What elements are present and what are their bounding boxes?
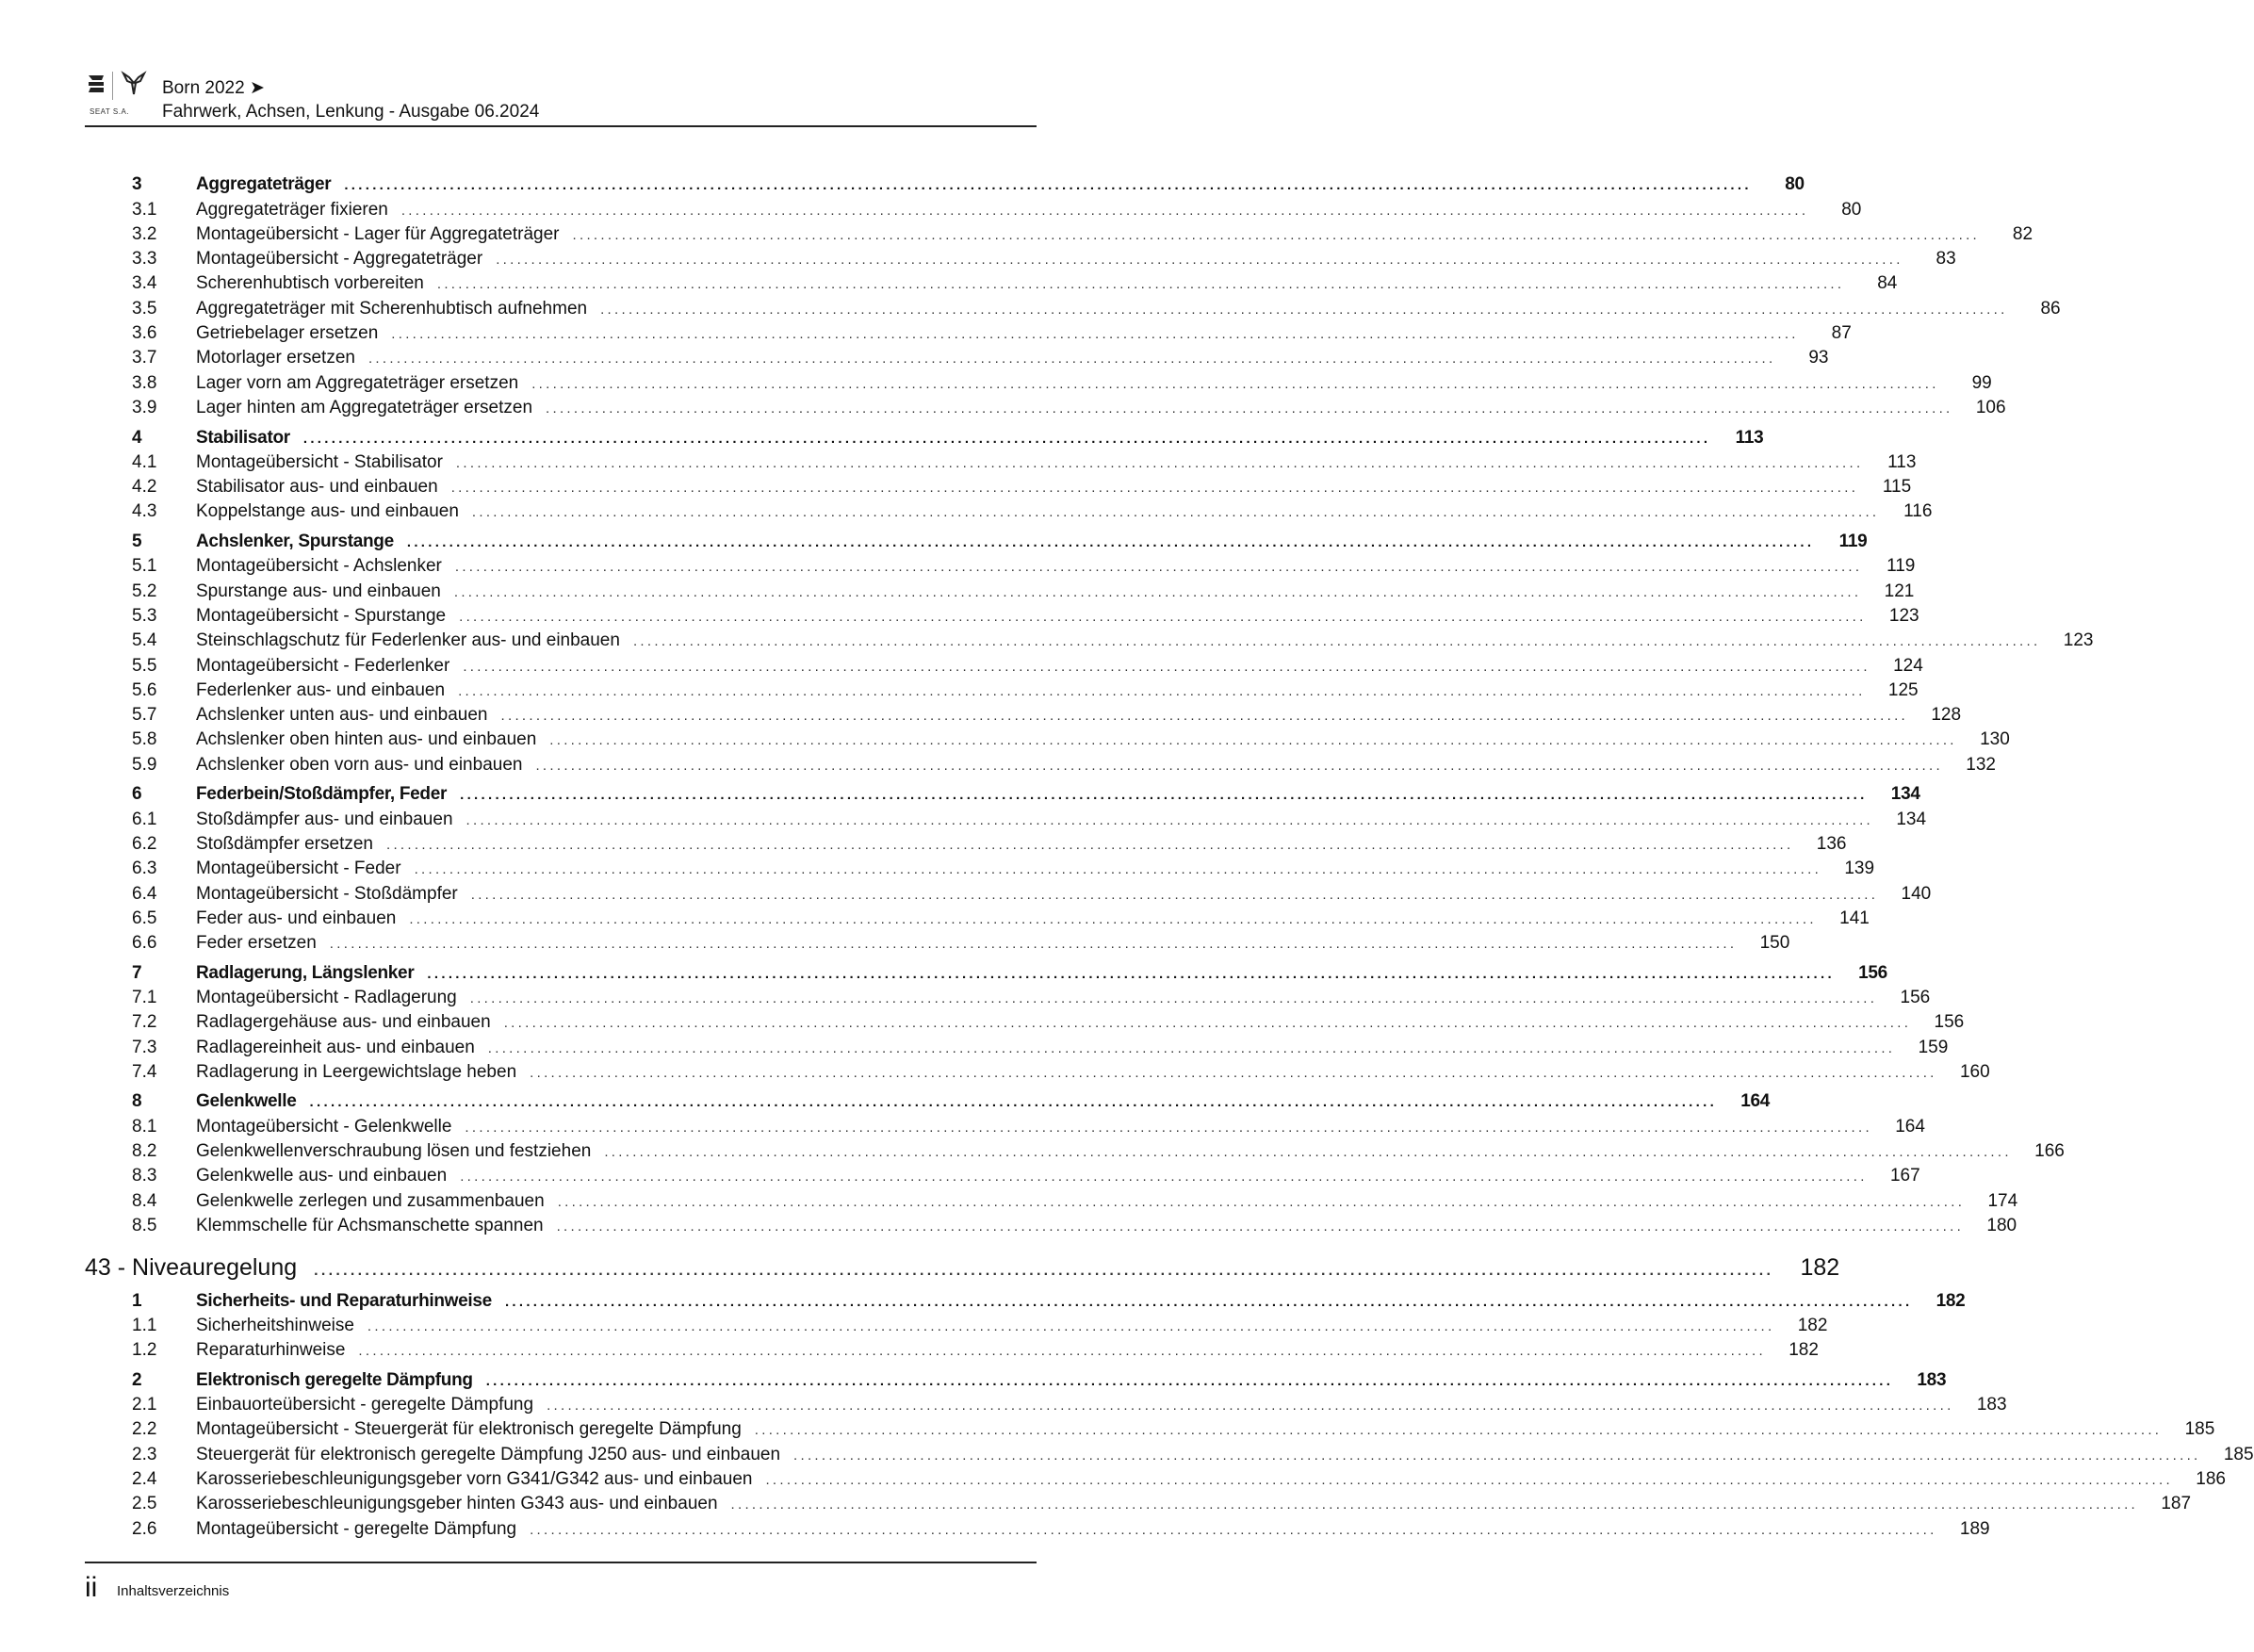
entry-page: 87 bbox=[1831, 323, 1852, 344]
entry-number: 3.4 bbox=[132, 273, 157, 294]
entry-number: 5.6 bbox=[132, 679, 157, 700]
dot-leader: ........................................................................................................................................................................................................ bbox=[557, 1193, 1966, 1210]
toc-entry[interactable] bbox=[85, 753, 1996, 777]
cupra-logo-icon bbox=[122, 72, 145, 96]
dot-leader: ........................................................................................................................................................................................................ bbox=[465, 1119, 1872, 1136]
dot-leader: ........................................................................................................................................................................................................ bbox=[329, 936, 1738, 953]
footer-label: Inhaltsverzeichnis bbox=[117, 1583, 230, 1599]
dot-leader: ........................................................................................................................................................................................................ bbox=[466, 811, 1874, 828]
entry-page: 119 bbox=[1838, 532, 1868, 552]
entry-title: Gelenkwelle zerlegen und zusammenbauen bbox=[196, 1190, 545, 1211]
entry-number: 2.4 bbox=[132, 1468, 157, 1489]
dot-leader: ........................................................................................................................................................................................................ bbox=[367, 1317, 1775, 1334]
entry-title: Elektronisch geregelte Dämpfung bbox=[196, 1369, 473, 1390]
toc-chapter[interactable] bbox=[85, 530, 1868, 554]
dot-leader: ........................................................................................................................................................................................................ bbox=[358, 1343, 1766, 1360]
entry-page: 82 bbox=[2012, 223, 2034, 244]
entry-title: Aggregateträger mit Scherenhubtisch aufnehmen bbox=[196, 298, 588, 319]
toc-entry[interactable] bbox=[85, 1393, 2007, 1417]
entry-number: 6.5 bbox=[132, 908, 157, 928]
dot-leader: ........................................................................................................................................................................................................ bbox=[460, 1169, 1868, 1186]
entry-page: 139 bbox=[1844, 859, 1875, 879]
entry-page: 167 bbox=[1889, 1166, 1920, 1186]
toc-entry[interactable] bbox=[85, 450, 1917, 475]
toc-entry[interactable] bbox=[85, 931, 1790, 956]
document-subtitle: Fahrwerk, Achsen, Lenkung - Ausgabe 06.2024 bbox=[162, 102, 540, 122]
entry-number: 4.1 bbox=[132, 451, 157, 472]
dot-leader: ........................................................................................................................................................................................................ bbox=[455, 454, 1864, 471]
dot-leader: ........................................................................................................................................................................................................ bbox=[503, 1015, 1912, 1032]
entry-number: 5.7 bbox=[132, 705, 157, 726]
entry-title: Achslenker oben vorn aus- und einbauen bbox=[196, 754, 523, 775]
entry-number: 8.2 bbox=[132, 1141, 157, 1162]
entry-page: 134 bbox=[1890, 784, 1920, 805]
entry-number: 6 bbox=[132, 784, 142, 805]
entry-page: 182 bbox=[1800, 1254, 1840, 1282]
entry-title: Karosseriebeschleunigungsgeber vorn G341/G342 aus- und einbauen bbox=[196, 1468, 753, 1489]
dot-leader: ........................................................................................................................................................................................................ bbox=[460, 787, 1868, 804]
entry-number: 4.3 bbox=[132, 501, 157, 522]
dot-leader: ........................................................................................................................................................................................................ bbox=[406, 534, 1815, 551]
entry-number: 5.2 bbox=[132, 581, 157, 601]
toc-chapter[interactable] bbox=[85, 172, 1805, 197]
toc-entry[interactable] bbox=[85, 371, 1992, 396]
entry-number: 1.1 bbox=[132, 1315, 157, 1335]
toc-entry[interactable] bbox=[85, 907, 1870, 931]
entry-page: 164 bbox=[1895, 1116, 1925, 1137]
entry-title: Reparaturhinweise bbox=[196, 1340, 346, 1361]
toc-chapter[interactable] bbox=[85, 1368, 1947, 1393]
entry-page: 156 bbox=[1934, 1012, 1965, 1033]
entry-title: Karosseriebeschleunigungsgeber hinten G343 aus- und einbauen bbox=[196, 1494, 718, 1514]
entry-page: 116 bbox=[1903, 501, 1933, 522]
entry-page: 182 bbox=[1936, 1290, 1966, 1311]
entry-number: 5.9 bbox=[132, 754, 157, 775]
dot-leader: ........................................................................................................................................................................................................ bbox=[604, 1144, 2012, 1161]
dot-leader: ........................................................................................................................................................................................................ bbox=[436, 276, 1845, 293]
entry-number: 8 bbox=[132, 1091, 142, 1112]
entry-number: 7.3 bbox=[132, 1037, 157, 1057]
toc-entry[interactable] bbox=[85, 832, 1847, 857]
entry-number: 5.3 bbox=[132, 605, 157, 626]
entry-title: Stabilisator aus- und einbauen bbox=[196, 477, 438, 498]
toc-entry[interactable] bbox=[85, 1060, 1990, 1085]
entry-number: 5 bbox=[132, 532, 142, 552]
dot-leader: ........................................................................................................................................................................................................ bbox=[368, 351, 1776, 368]
entry-page: 113 bbox=[1887, 451, 1917, 472]
header-rule bbox=[85, 125, 1037, 127]
dot-leader: ........................................................................................................................................................................................................ bbox=[535, 757, 1943, 774]
dot-leader: ........................................................................................................................................................................................................ bbox=[414, 861, 1822, 878]
entry-number: 7.4 bbox=[132, 1061, 157, 1082]
entry-page: 185 bbox=[2223, 1444, 2254, 1464]
entry-title: Scherenhubtisch vorbereiten bbox=[196, 273, 424, 294]
entry-number: 7.2 bbox=[132, 1012, 157, 1033]
entry-number: 3.7 bbox=[132, 348, 157, 368]
seat-sa-text: SEAT S.A. bbox=[90, 107, 129, 116]
dot-leader: ........................................................................................................................................................................................................ bbox=[485, 1372, 1894, 1389]
entry-number: 3.1 bbox=[132, 199, 157, 220]
entry-title: Montageübersicht - Gelenkwelle bbox=[196, 1116, 452, 1137]
toc-entry[interactable] bbox=[85, 1139, 2065, 1164]
dot-leader: ........................................................................................................................................................................................................ bbox=[458, 682, 1866, 699]
table-of-contents bbox=[85, 168, 2254, 1542]
entry-title: Stoßdämpfer ersetzen bbox=[196, 833, 373, 854]
entry-number: 4 bbox=[132, 427, 142, 448]
dot-leader: ........................................................................................................................................................................................................ bbox=[453, 583, 1862, 600]
entry-number: 2.2 bbox=[132, 1419, 157, 1440]
toc-entry[interactable] bbox=[85, 554, 1916, 579]
dot-leader: ........................................................................................................................................................................................................ bbox=[531, 375, 1939, 392]
toc-entry[interactable] bbox=[85, 499, 1933, 524]
entry-page: 125 bbox=[1887, 679, 1919, 700]
dot-leader: ........................................................................................................................................................................................................ bbox=[454, 559, 1863, 576]
footer-rule bbox=[85, 1562, 1037, 1563]
entry-title: Achslenker, Spurstange bbox=[196, 532, 394, 552]
entry-title: Radlagerung in Leergewichtslage heben bbox=[196, 1061, 517, 1082]
seat-logo-icon bbox=[87, 74, 106, 94]
entry-page: 141 bbox=[1839, 908, 1870, 928]
entry-title: Montageübersicht - Radlagerung bbox=[196, 987, 457, 1007]
entry-title: Montageübersicht - Federlenker bbox=[196, 655, 450, 676]
toc-entry[interactable] bbox=[85, 1443, 2254, 1467]
toc-entry[interactable] bbox=[85, 654, 1923, 679]
entry-title: Montageübersicht - Feder bbox=[196, 859, 401, 879]
entry-title: Montageübersicht - Spurstange bbox=[196, 605, 447, 626]
entry-page: 86 bbox=[2040, 298, 2061, 319]
entry-page: 128 bbox=[1931, 705, 1962, 726]
entry-page: 183 bbox=[1917, 1369, 1947, 1390]
toc-entry[interactable] bbox=[85, 247, 1956, 271]
entry-title: Klemmschelle für Achsmanschette spannen bbox=[196, 1215, 544, 1235]
entry-page: 130 bbox=[1980, 729, 2010, 750]
toc-entry[interactable] bbox=[85, 580, 1915, 604]
dot-leader: ........................................................................................................................................................................................................ bbox=[530, 1064, 1937, 1081]
entry-page: 80 bbox=[1841, 199, 1862, 220]
dot-leader: ........................................................................................................................................................................................................ bbox=[572, 226, 1981, 243]
entry-page: 123 bbox=[2063, 630, 2094, 651]
toc-entry[interactable] bbox=[85, 808, 1927, 832]
entry-page: 132 bbox=[1966, 754, 1996, 775]
toc-entry[interactable] bbox=[85, 679, 1919, 703]
dot-leader: ........................................................................................................................................................................................................ bbox=[549, 732, 1957, 749]
entry-title: Feder ersetzen bbox=[196, 933, 317, 954]
entry-page: 123 bbox=[1888, 605, 1919, 626]
entry-page: 106 bbox=[1975, 397, 2006, 417]
entry-number: 5.1 bbox=[132, 556, 157, 577]
toc-entry[interactable] bbox=[85, 1492, 2192, 1516]
entry-page: 160 bbox=[1959, 1061, 1990, 1082]
entry-title: Sicherheitshinweise bbox=[196, 1315, 354, 1335]
entry-page: 115 bbox=[1882, 477, 1912, 498]
dot-leader: ........................................................................................................................................................................................................ bbox=[463, 658, 1870, 675]
entry-title: Montageübersicht - Aggregateträger bbox=[196, 249, 483, 270]
dot-leader: ........................................................................................................................................................................................................ bbox=[556, 1218, 1965, 1235]
entry-number: 1.2 bbox=[132, 1340, 157, 1361]
toc-chapter[interactable] bbox=[85, 426, 1764, 450]
dot-leader: ........................................................................................................................................................................................................ bbox=[600, 301, 2008, 318]
entry-number: 7.1 bbox=[132, 987, 157, 1007]
dot-leader: ........................................................................................................................................................................................................ bbox=[500, 708, 1909, 725]
toc-entry[interactable] bbox=[85, 604, 1919, 629]
dot-leader: ........................................................................................................................................................................................................ bbox=[450, 480, 1859, 497]
toc-entry[interactable] bbox=[85, 1189, 2018, 1214]
entry-title: Gelenkwelle aus- und einbauen bbox=[196, 1166, 448, 1186]
dot-leader: ........................................................................................................................................................................................................ bbox=[302, 430, 1711, 447]
dot-leader: ........................................................................................................................................................................................................ bbox=[504, 1293, 1913, 1310]
toc-entry[interactable] bbox=[85, 271, 1898, 296]
dot-leader: ........................................................................................................................................................................................................ bbox=[470, 886, 1879, 903]
entry-number: 8.1 bbox=[132, 1116, 157, 1137]
dot-leader: ........................................................................................................................................................................................................ bbox=[409, 910, 1817, 927]
entry-title: Montageübersicht - geregelte Dämpfung bbox=[196, 1518, 517, 1539]
dot-leader: ........................................................................................................................................................................................................ bbox=[471, 504, 1880, 521]
entry-title: Einbauorteübersicht - geregelte Dämpfung bbox=[196, 1395, 534, 1415]
entry-page: 121 bbox=[1884, 581, 1915, 601]
entry-title: Gelenkwelle bbox=[196, 1091, 297, 1112]
entry-title: Stoßdämpfer aus- und einbauen bbox=[196, 809, 453, 829]
entry-title: Lager vorn am Aggregateträger ersetzen bbox=[196, 372, 519, 393]
entry-page: 174 bbox=[1987, 1190, 2018, 1211]
dot-leader: ........................................................................................................................................................................................................ bbox=[547, 1398, 1954, 1415]
entry-number: 3.2 bbox=[132, 223, 157, 244]
entry-page: 164 bbox=[1740, 1091, 1771, 1112]
dot-leader: ........................................................................................................................................................................................................ bbox=[754, 1422, 2163, 1439]
toc-entry[interactable] bbox=[85, 1338, 1819, 1363]
entry-number: 3.9 bbox=[132, 397, 157, 417]
entry-page: 185 bbox=[2184, 1419, 2215, 1440]
toc-entry[interactable] bbox=[85, 986, 1931, 1010]
dot-leader: ........................................................................................................................................................................................................ bbox=[309, 1094, 1718, 1111]
entry-title: Radlagergehäuse aus- und einbauen bbox=[196, 1012, 491, 1033]
entry-title: Steuergerät für elektronisch geregelte Dämpfung J250 aus- und einbauen bbox=[196, 1444, 781, 1464]
entry-title: Aggregateträger fixieren bbox=[196, 199, 388, 220]
toc-entry[interactable] bbox=[85, 1314, 1828, 1338]
entry-page: 186 bbox=[2196, 1468, 2226, 1489]
entry-number: 8.5 bbox=[132, 1215, 157, 1235]
entry-title: Achslenker oben hinten aus- und einbauen bbox=[196, 729, 537, 750]
toc-entry[interactable] bbox=[85, 1036, 1949, 1060]
entry-page: 93 bbox=[1808, 348, 1829, 368]
entry-page: 182 bbox=[1788, 1340, 1819, 1361]
entry-number: 2.6 bbox=[132, 1518, 157, 1539]
entry-number: 2 bbox=[132, 1369, 142, 1390]
entry-page: 124 bbox=[1893, 655, 1923, 676]
entry-title: Motorlager ersetzen bbox=[196, 348, 355, 368]
dot-leader: ........................................................................................................................................................................................................ bbox=[632, 633, 2041, 650]
entry-number: 4.2 bbox=[132, 477, 157, 498]
dot-leader: ........................................................................................................................................................................................................ bbox=[793, 1447, 2201, 1464]
toc-part[interactable] bbox=[85, 1251, 1840, 1284]
entry-page: 80 bbox=[1785, 174, 1805, 195]
dot-leader: ........................................................................................................................................................................................................ bbox=[385, 836, 1794, 853]
toc-entry[interactable] bbox=[85, 1417, 2215, 1442]
dot-leader: ........................................................................................................................................................................................................ bbox=[400, 202, 1809, 219]
entry-page: 189 bbox=[1959, 1518, 1990, 1539]
entry-number: 1 bbox=[132, 1290, 142, 1311]
dot-leader: ........................................................................................................................................................................................................ bbox=[765, 1471, 2173, 1488]
entry-title: Koppelstange aus- und einbauen bbox=[196, 501, 459, 522]
document-title: Born 2022 ➤ bbox=[162, 78, 265, 98]
entry-page: 84 bbox=[1877, 273, 1898, 294]
entry-number: 8.3 bbox=[132, 1166, 157, 1186]
dot-leader: ........................................................................................................................................................................................................ bbox=[459, 608, 1867, 625]
entry-number: 2.1 bbox=[132, 1395, 157, 1415]
entry-number: 6.3 bbox=[132, 859, 157, 879]
entry-page: 136 bbox=[1816, 833, 1847, 854]
entry-title: Montageübersicht - Stoßdämpfer bbox=[196, 883, 458, 904]
entry-number: 2.5 bbox=[132, 1494, 157, 1514]
entry-number: 3.8 bbox=[132, 372, 157, 393]
entry-number: 3.6 bbox=[132, 323, 157, 344]
toc-entry[interactable] bbox=[85, 1214, 2017, 1238]
entry-title: Feder aus- und einbauen bbox=[196, 908, 397, 928]
toc-entry[interactable] bbox=[85, 1010, 1965, 1035]
entry-number: 8.4 bbox=[132, 1190, 157, 1211]
dot-leader: ........................................................................................................................................................................................................ bbox=[487, 1039, 1896, 1056]
toc-entry[interactable] bbox=[85, 1115, 1925, 1139]
entry-number: 3.5 bbox=[132, 298, 157, 319]
entry-title: Montageübersicht - Lager für Aggregateträger bbox=[196, 223, 560, 244]
entry-number: 5.8 bbox=[132, 729, 157, 750]
entry-page: 140 bbox=[1901, 883, 1932, 904]
toc-entry[interactable] bbox=[85, 703, 1962, 728]
dot-leader: ........................................................................................................................................................................................................ bbox=[546, 400, 1953, 417]
dot-leader: ........................................................................................................................................................................................................ bbox=[730, 1497, 2139, 1513]
toc-chapter[interactable] bbox=[85, 1289, 1966, 1314]
dot-leader: ........................................................................................................................................................................................................ bbox=[496, 252, 1903, 269]
toc-entry[interactable] bbox=[85, 1164, 1920, 1188]
entry-title: Montageübersicht - Stabilisator bbox=[196, 451, 443, 472]
entry-number: 7 bbox=[132, 962, 142, 983]
entry-page: 134 bbox=[1896, 809, 1927, 829]
footer-page-number: ii bbox=[85, 1572, 98, 1603]
dot-leader: ........................................................................................................................................................................................................ bbox=[344, 177, 1752, 194]
dot-leader: ........................................................................................................................................................................................................ bbox=[469, 990, 1878, 1006]
entry-page: 182 bbox=[1797, 1315, 1828, 1335]
toc-entry[interactable] bbox=[85, 728, 2010, 752]
entry-title: Montageübersicht - Achslenker bbox=[196, 556, 442, 577]
toc-chapter[interactable] bbox=[85, 782, 1920, 807]
dot-leader: ........................................................................................................................................................................................................ bbox=[314, 1263, 1774, 1280]
dot-leader: ........................................................................................................................................................................................................ bbox=[391, 326, 1799, 343]
entry-number: 6.4 bbox=[132, 883, 157, 904]
entry-page: 156 bbox=[1900, 987, 1931, 1007]
toc-entry[interactable] bbox=[85, 198, 1862, 222]
dot-leader: ........................................................................................................................................................................................................ bbox=[427, 965, 1835, 982]
entry-title: 43 - Niveauregelung bbox=[85, 1254, 298, 1282]
toc-entry[interactable] bbox=[85, 1517, 1990, 1542]
entry-number: 3 bbox=[132, 174, 142, 195]
logo-divider bbox=[112, 72, 113, 100]
entry-title: Montageübersicht - Steuergerät für elektronisch geregelte Dämpfung bbox=[196, 1419, 742, 1440]
toc-entry[interactable] bbox=[85, 321, 1852, 346]
entry-page: 159 bbox=[1918, 1037, 1949, 1057]
entry-page: 183 bbox=[1976, 1395, 2007, 1415]
entry-number: 6.1 bbox=[132, 809, 157, 829]
toc-entry[interactable] bbox=[85, 346, 1829, 370]
entry-number: 6.2 bbox=[132, 833, 157, 854]
entry-page: 180 bbox=[1986, 1215, 2017, 1235]
toc-entry[interactable] bbox=[85, 475, 1912, 499]
toc-entry[interactable] bbox=[85, 882, 1932, 907]
entry-title: Achslenker unten aus- und einbauen bbox=[196, 705, 488, 726]
entry-page: 187 bbox=[2161, 1494, 2192, 1514]
toc-entry[interactable] bbox=[85, 1467, 2226, 1492]
toc-entry[interactable] bbox=[85, 222, 2034, 247]
entry-number: 5.4 bbox=[132, 630, 157, 651]
dot-leader: ........................................................................................................................................................................................................ bbox=[530, 1521, 1937, 1538]
entry-title: Radlagereinheit aus- und einbauen bbox=[196, 1037, 475, 1057]
toc-entry[interactable] bbox=[85, 297, 2061, 321]
toc-entry[interactable] bbox=[85, 629, 2094, 653]
entry-title: Sicherheits- und Reparaturhinweise bbox=[196, 1290, 492, 1311]
entry-title: Federlenker aus- und einbauen bbox=[196, 679, 446, 700]
entry-title: Lager hinten am Aggregateträger ersetzen bbox=[196, 397, 533, 417]
entry-page: 119 bbox=[1886, 556, 1916, 577]
entry-number: 2.3 bbox=[132, 1444, 157, 1464]
entry-title: Spurstange aus- und einbauen bbox=[196, 581, 441, 601]
entry-number: 5.5 bbox=[132, 655, 157, 676]
entry-page: 156 bbox=[1858, 962, 1887, 983]
entry-title: Gelenkwellenverschraubung lösen und festziehen bbox=[196, 1141, 592, 1162]
entry-page: 113 bbox=[1735, 427, 1764, 448]
entry-title: Stabilisator bbox=[196, 427, 290, 448]
entry-title: Getriebelager ersetzen bbox=[196, 323, 379, 344]
seat-cupra-logo bbox=[85, 70, 158, 123]
toc-entry[interactable] bbox=[85, 857, 1875, 881]
entry-number: 6.6 bbox=[132, 933, 157, 954]
entry-number: 3.3 bbox=[132, 249, 157, 270]
entry-page: 99 bbox=[1971, 372, 1992, 393]
entry-page: 83 bbox=[1936, 249, 1956, 270]
entry-title: Federbein/Stoßdämpfer, Feder bbox=[196, 784, 448, 805]
entry-title: Aggregateträger bbox=[196, 174, 332, 195]
entry-title: Steinschlagschutz für Federlenker aus- und einbauen bbox=[196, 630, 620, 651]
toc-chapter[interactable] bbox=[85, 1089, 1771, 1114]
entry-page: 150 bbox=[1759, 933, 1790, 954]
toc-entry[interactable] bbox=[85, 396, 2006, 420]
entry-page: 166 bbox=[2034, 1141, 2065, 1162]
entry-title: Radlagerung, Längslenker bbox=[196, 962, 415, 983]
toc-chapter[interactable] bbox=[85, 961, 1887, 986]
